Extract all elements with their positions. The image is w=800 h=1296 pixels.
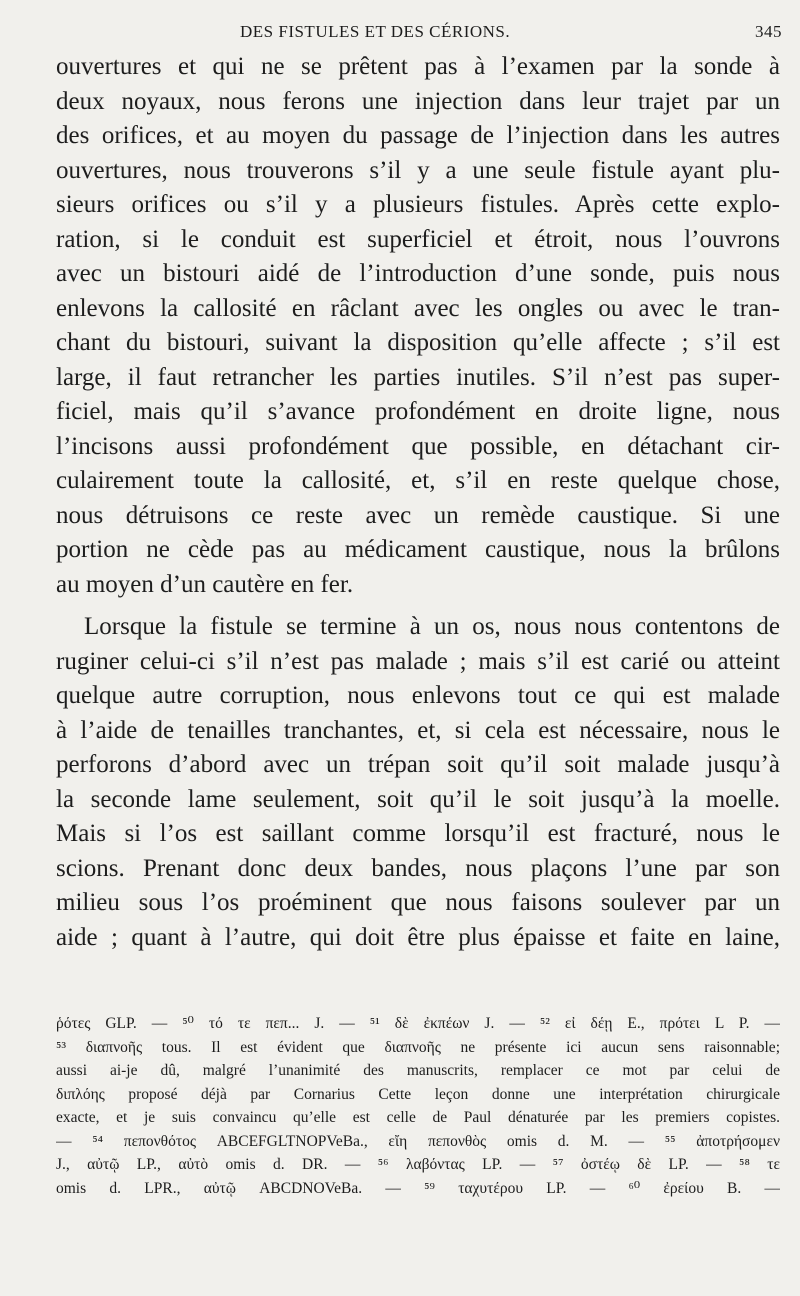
text-line: l’incisons aussi profondément que possible, en détachant cir- — [56, 432, 780, 460]
running-head-title: DES FISTULES ET DES CÉRIONS. — [240, 22, 511, 41]
footnote-line: aussi ai-je dû, malgré l’unanimité des manuscrits, remplacer ce mot par celui de — [56, 1062, 780, 1079]
footnote-line: διπλόης proposé déjà par Cornarius Cette leçon donne une interprétation chirurgicale — [56, 1085, 780, 1103]
text-line: perforons d’abord avec un trépan soit qu’il soit malade jusqu’à — [56, 751, 780, 778]
text-line: ration, si le conduit est superficiel et étroit, nous l’ouvrons — [56, 225, 780, 253]
text-line: Lorsque la fistule se termine à un os, nous nous contentons de — [84, 613, 780, 640]
footnote-line: exacte, et je suis convaincu qu’elle est celle de Paul dénaturée par les premiers copistes. — [56, 1109, 780, 1126]
footnote-line: J., αὐτῷ LP., αὐτὸ omis d. DR. — ⁵⁶ λαβόντας LP. — ⁵⁷ ὀστέῳ δὲ LP. — ⁵⁸ τε — [56, 1156, 780, 1173]
text-line: Mais si l’os est saillant comme lorsqu’il est fracturé, nous le — [56, 820, 780, 847]
text-line: ouvertures, nous trouverons s’il y a une seule fistule ayant plu- — [56, 156, 780, 184]
footnote-line: ῥότες GLP. — ⁵⁰ τό τε πεπ... J. — ⁵¹ δὲ ἐκπέων J. — ⁵² εἰ δέῃ E., πρότει L P. — — [56, 1015, 780, 1032]
text-line: au moyen d’un cautère en fer. — [56, 570, 354, 598]
running-head — [0, 20, 800, 46]
text-line: portion ne cède pas au médicament caustique, nous la brûlons — [56, 536, 780, 563]
page-number: 345 — [755, 22, 782, 41]
text-line: deux noyaux, nous ferons une injection dans leur trajet par un — [56, 87, 780, 115]
footnote-line: ⁵³ διαπνοῆς tous. Il est évident que διαπνοῆς ne présente ici aucun sens raisonnable; — [56, 1038, 780, 1056]
text-line: enlevons la callosité en râclant avec les ongles ou avec le tran- — [56, 294, 780, 322]
text-line: ouvertures et qui ne se prêtent pas à l’examen par la sonde à — [56, 53, 780, 80]
text-line: aide ; quant à l’autre, qui doit être plus épaisse et faite en laine, — [56, 923, 780, 951]
text-line: ruginer celui-ci s’il n’est pas malade ; mais s’il est carié ou atteint — [56, 647, 780, 675]
footnote-line: omis d. LPR., αὐτῷ ABCDNOVeBa. — ⁵⁹ ταχυτέρου LP. — ⁶⁰ ἐρείου B. — — [56, 1179, 780, 1197]
text-line: culairement toute la callosité, et, s’il en reste quelque chose, — [56, 467, 780, 494]
text-line: sieurs orifices ou s’il y a plusieurs fistules. Après cette explo- — [56, 191, 780, 218]
text-line: la seconde lame seulement, soit qu’il le soit jusqu’à la moelle. — [56, 785, 780, 813]
text-line: milieu sous l’os proéminent que nous faisons soulever par un — [56, 889, 780, 916]
text-line: large, il faut retrancher les parties inutiles. S’il n’est pas super- — [56, 363, 780, 391]
text-line: ficiel, mais qu’il s’avance profondément en droite ligne, nous — [56, 398, 780, 425]
text-line: des orifices, et au moyen du passage de l’injection dans les autres — [56, 122, 780, 149]
text-line: chant du bistouri, suivant la disposition qu’elle affecte ; s’il est — [56, 329, 780, 356]
text-line: avec un bistouri aidé de l’introduction d’une sonde, puis nous — [56, 260, 780, 287]
text-line: nous détruisons ce reste avec un remède caustique. Si une — [56, 501, 780, 529]
text-line: quelque autre corruption, nous enlevons tout ce qui est malade — [56, 682, 780, 709]
footnote-line: — ⁵⁴ πεπονθότος ABCEFGLTNOPVeBa., εἴη πεπονθὸς omis d. M. — ⁵⁵ ἀποτρήσομεν — [56, 1132, 780, 1150]
text-line: à l’aide de tenailles tranchantes, et, si cela est nécessaire, nous le — [56, 716, 780, 744]
text-line: scions. Prenant donc deux bandes, nous plaçons l’une par son — [56, 854, 780, 882]
